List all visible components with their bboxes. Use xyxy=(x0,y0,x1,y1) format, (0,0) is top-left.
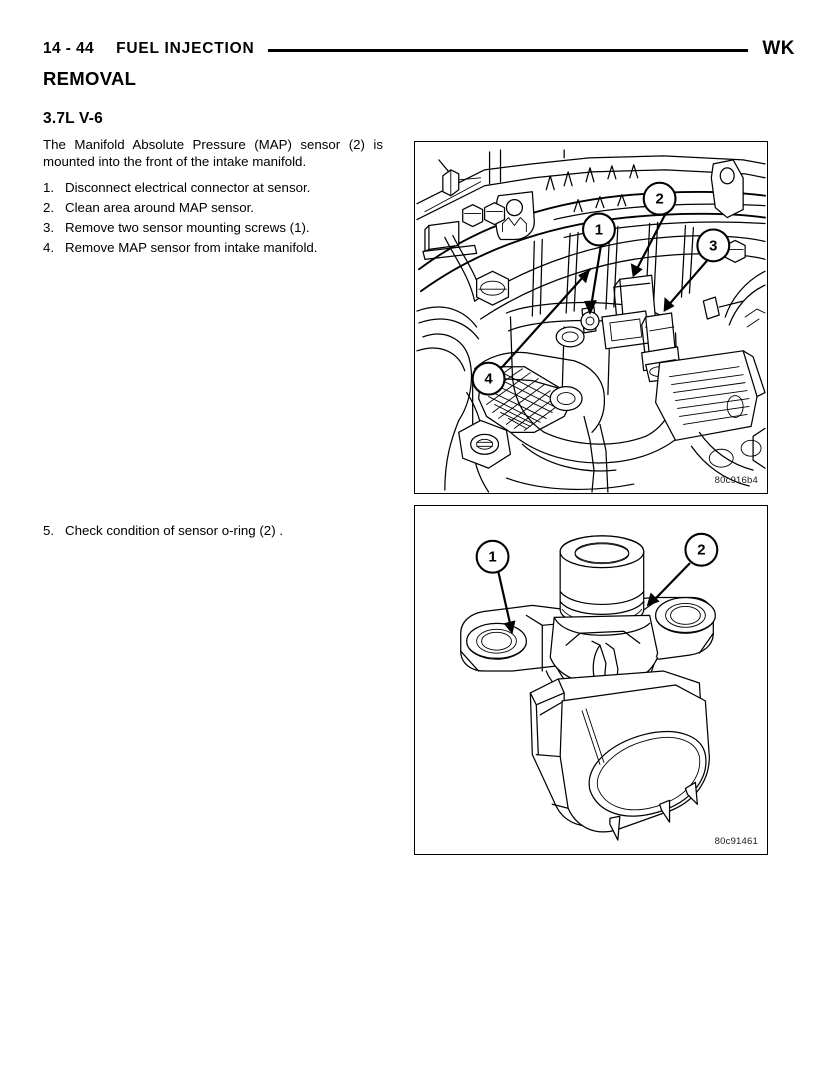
svg-text:2: 2 xyxy=(697,542,706,559)
text-column xyxy=(43,70,393,258)
step-text: Clean area around MAP sensor. xyxy=(65,200,254,215)
callout-4 xyxy=(473,363,505,395)
figure-map-sensor-drawing xyxy=(415,506,767,854)
step-number: 5. xyxy=(43,523,55,538)
callout-2 xyxy=(685,534,717,566)
svg-text:4: 4 xyxy=(484,371,493,388)
section-title: FUEL INJECTION xyxy=(116,40,255,57)
page-title: REMOVAL xyxy=(43,68,137,89)
page-folio: 14 - 44 xyxy=(43,40,95,57)
step-number: 4. xyxy=(43,240,55,255)
callout-3 xyxy=(697,230,729,262)
figure-code: 80c91461 xyxy=(714,836,758,847)
header-rule xyxy=(268,49,748,52)
procedure-step-5 xyxy=(43,521,393,541)
callout-1 xyxy=(477,541,509,573)
step-text: Check condition of sensor o-ring (2) . xyxy=(65,523,284,538)
step-text: Remove two sensor mounting screws (1). xyxy=(65,220,310,235)
figure-intake-manifold xyxy=(414,141,768,494)
engine-subheading: 3.7L V-6 xyxy=(43,109,103,127)
intro-paragraph: The Manifold Absolute Pressure (MAP) sensor (2) is mounted into the front of the intake manifold. xyxy=(43,137,383,169)
model-code: WK xyxy=(762,38,795,59)
figure-code: 80c916b4 xyxy=(714,475,758,486)
page-header xyxy=(43,38,795,60)
step-number: 2. xyxy=(43,200,55,215)
callout-1 xyxy=(583,214,615,246)
step-number: 1. xyxy=(43,180,55,195)
svg-text:1: 1 xyxy=(488,549,497,566)
callout-2 xyxy=(644,183,676,215)
step-text: Remove MAP sensor from intake manifold. xyxy=(65,240,318,255)
procedure-step-list xyxy=(43,178,393,258)
svg-text:2: 2 xyxy=(655,191,664,208)
step-text: Disconnect electrical connector at sensor. xyxy=(65,180,311,195)
svg-text:1: 1 xyxy=(594,222,604,239)
list-item xyxy=(43,521,393,541)
list-item xyxy=(43,198,393,218)
svg-text:3: 3 xyxy=(709,238,718,255)
list-item xyxy=(43,238,393,258)
figure-map-sensor xyxy=(414,505,768,855)
list-item xyxy=(43,178,393,198)
list-item xyxy=(43,218,393,238)
step-number: 3. xyxy=(43,220,55,235)
figure-intake-manifold-drawing xyxy=(415,142,767,493)
